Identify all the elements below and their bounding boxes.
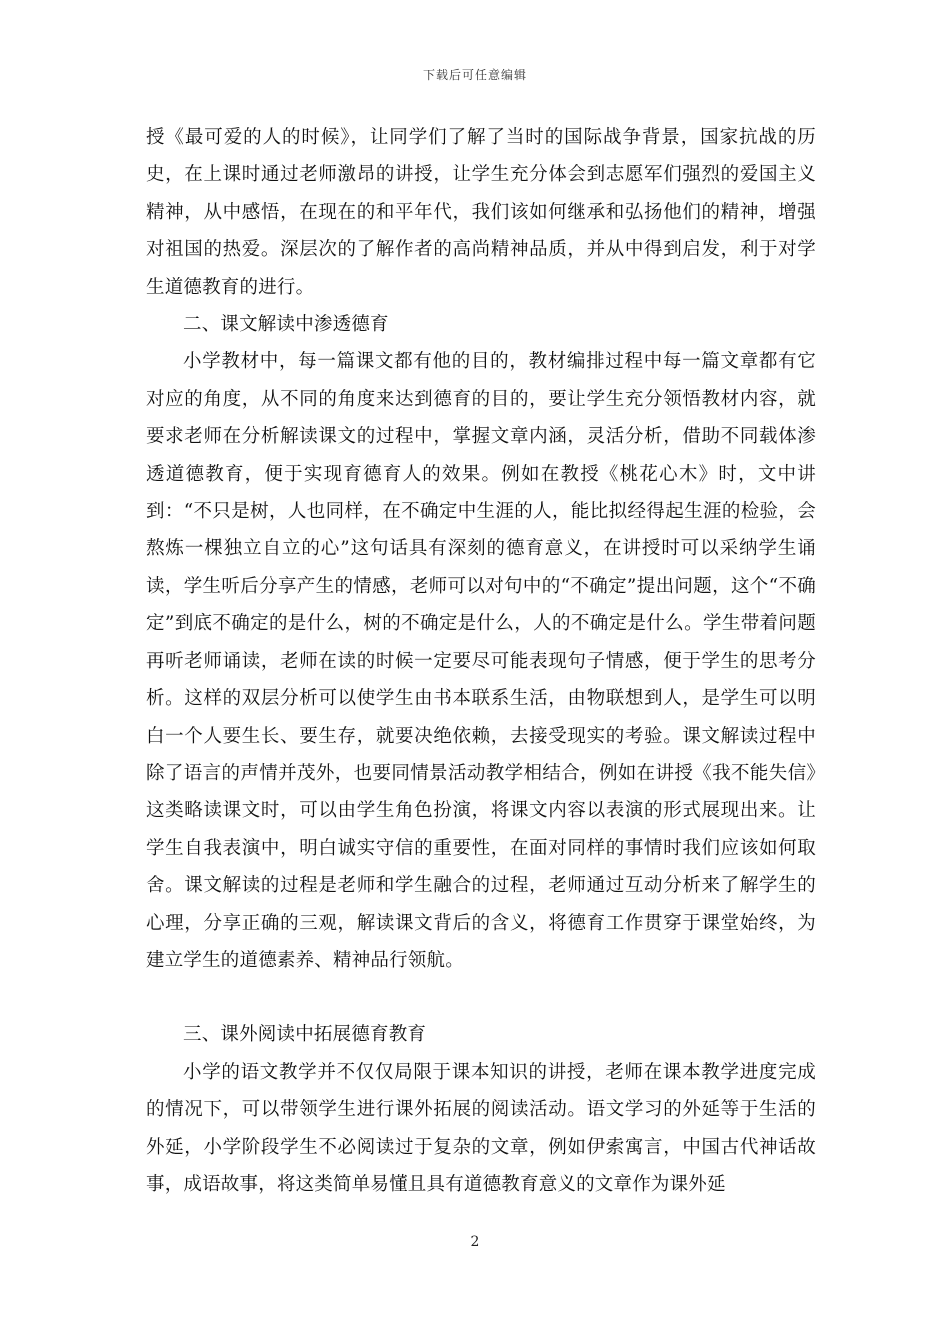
page-header: 下载后可任意编辑: [422, 68, 527, 82]
page-number: 2: [470, 1234, 480, 1250]
section-heading-2: 二、课文解读中渗透德育: [183, 314, 389, 336]
paragraph-section-2: 小学教材中，每一篇课文都有他的目的，教材编排过程中每一篇文章都有它对应的角度，从不同的角度来达到德育的目的，要让学生充分领悟教材内容，就要求老师在分析解读课文的过程中，掌握文章内涵，灵活分析，借助不同载体渗透道德教育，便于实现育德育人的效果。例如在教授《桃花心木》时，文中讲到：“不只是树，人也同样，在不确定中生涯的人，能比拟经得起生涯的检验，会熬炼一棵独立自立的心”这句话具有深刻的德育意义，在讲授时可以采纳学生诵读，学生听后分享产生的情感，老师可以对句中的“不确定”提出问题，这个“不确定”到底不确定的是什么，树的不确定是什么，人的不确定是什么。学生带着问题再听老师诵读，老师在读的时候一定要尽可能表现句子情感，便于学生的思考分析。这样的双层分析可以使学生由书本联系生活，由物联想到人，是学生可以明白一个人要生长、要生存，就要决绝依赖，去接受现实的考验。课文解读过程中除了语言的声情并茂外，也要同情景活动教学相结合，例如在讲授《我不能失信》这类略读课文时，可以由学生角色扮演，将课文内容以表演的形式展现出来。让学生自我表演中，明白诚实守信的重要性，在面对同样的事情时我们应该如何取舍。课文解读的过程是老师和学生融合的过程，老师通过互动分析来了解学生的心理，分享正确的三观，解读课文背后的含义，将德育工作贯穿于课堂始终，为建立学生的道德素养、精神品行领航。: [146, 351, 816, 971]
paragraph-continuation: 授《最可爱的人的时候》，让同学们了解了当时的国际战争背景，国家抗战的历史，在上课时通过老师激昂的讲授，让学生充分体会到志愿军们强烈的爱国主义精神，从中感悟，在现在的和平年代，我们该如何继承和弘扬他们的精神，增强对祖国的热爱。深层次的了解作者的高尚精神品质，并从中得到启发，利于对学生道德教育的进行。: [146, 127, 816, 298]
section-heading-3: 三、课外阅读中拓展德育教育: [183, 1024, 427, 1046]
document-body: [146, 119, 816, 1203]
paragraph-section-3: 小学的语文教学并不仅仅局限于课本知识的讲授，老师在课本教学进度完成的情况下，可以带领学生进行课外拓展的阅读活动。语文学习的外延等于生活的外延，小学阶段学生不必阅读过于复杂的文章，例如伊索寓言，中国古代神话故事，成语故事，将这类简单易懂且具有道德教育意义的文章作为课外延: [146, 1061, 816, 1195]
paragraph-spacer: [146, 979, 816, 1016]
